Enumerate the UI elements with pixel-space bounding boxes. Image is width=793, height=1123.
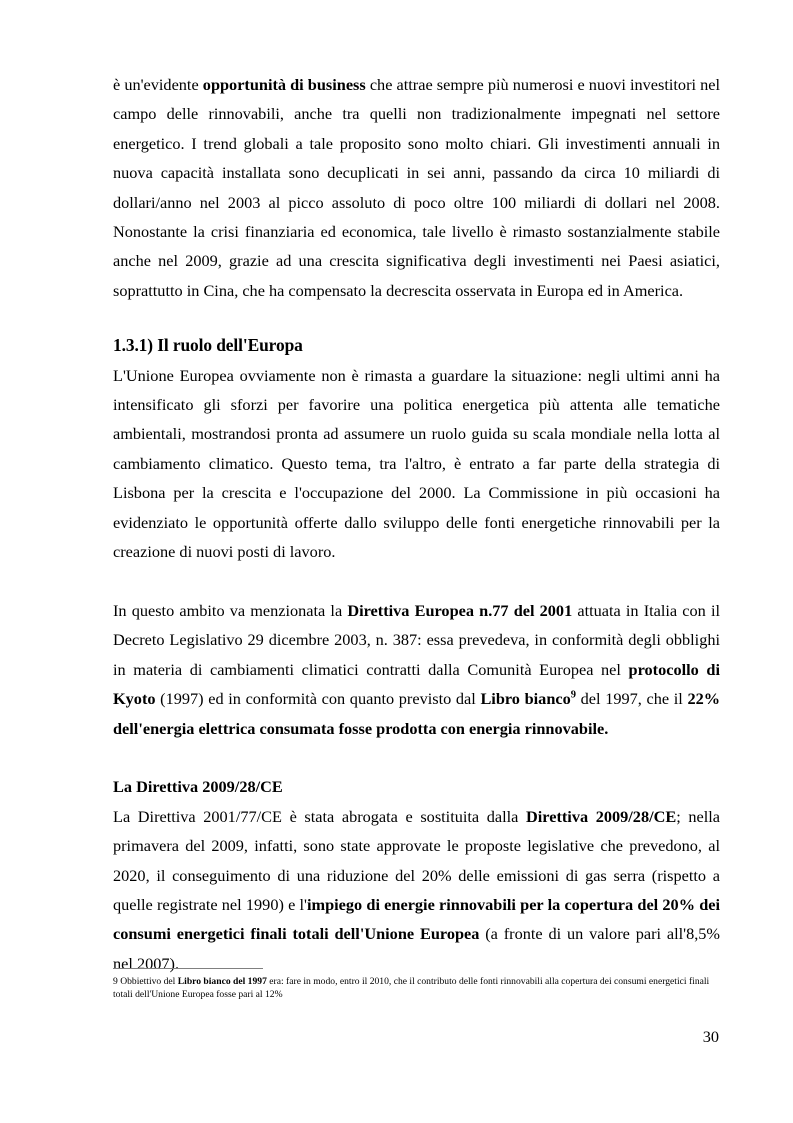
dir2009-text-part3: (a fronte di un valore pari all'8,5% nel 2007). (113, 924, 720, 973)
footnote-9 (113, 975, 720, 1001)
footnote-bold-libro-bianco: Libro bianco del 1997 (177, 976, 267, 987)
dir77-bold-direttiva-europea: Direttiva Europea n.77 del 2001 (347, 600, 573, 620)
footnote-area (113, 968, 720, 1001)
dir77-bold-22-percent: 22% dell'energia elettrica consumata fosse prodotta con energia rinnovabile. (113, 689, 720, 738)
intro-text-part2: che attrae sempre più numerosi e nuovi investitori nel campo delle rinnovabili, anche tra quelli non tradizionalmente impegnati nel settore energetico. I trend globali a tale proposito sono molto chiari. Gli investimenti annuali in nuova capacità installata sono decuplicati in sei anni, passando da circa 10 miliardi di dollari/anno nel 2003 al picco assoluto di poco oltre 100 miliardi di dollari nel 2008. Nonostante la crisi finanziaria ed economica, tale livello è rimasto sostanzialmente stabile anche nel 2009, grazie ad una crescita significativa degli investimenti nei Paesi asiatici, soprattutto in Cina, che ha compensato la decrescita osservata in Europa ed in America. (113, 75, 720, 300)
dir2009-text-part1: La Direttiva 2001/77/CE è stata abrogata e sostituita dalla (113, 806, 527, 826)
footnote-text-part2: era: fare in modo, entro il 2010, che il contributo delle fonti rinnovabili alla copertura dei consumi energetici finali totali dell'Unione Europea fosse pari al 12% (113, 976, 710, 1001)
paragraph-unione-europea: L'Unione Europea ovviamente non è rimasta a guardare la situazione: negli ultimi anni ha intensificato gli sforzi per favorire una politica energetica più attenta alle tematiche ambientali, mostrandosi pronta ad assumere un ruolo guida su scala mondiale nella lotta al cambiamento climatico. Questo tema, tra l'altro, è entrato a far parte della strategia di Lisbona per la crescita e l'occupazione del 2000. La Commissione in più occasioni ha evidenziato le opportunità offerte dallo sviluppo delle fonti energetiche rinnovabili per la creazione di nuovi posti di lavoro. (113, 365, 720, 562)
page-number: 30 (702, 1027, 719, 1046)
footnote-marker: 9 (113, 976, 118, 987)
paragraph-intro (113, 70, 720, 305)
dir77-text-part3: (1997) ed in conformità con quanto previsto dal (155, 689, 481, 709)
dir2009-text-part2: ; nella primavera del 2009, infatti, sono state approvate le proposte legislative che prevedono, al 2020, il conseguimento di una riduzione del 20% delle emissioni di gas serra (rispetto a quelle registrate nel 1990) e l' (113, 806, 721, 914)
spacer-paragraph-2 (113, 743, 720, 772)
dir77-bold-libro-bianco: Libro bianco (480, 689, 571, 709)
dir77-text-part2: attuata in Italia con il Decreto Legislativo 29 dicembre 2003, n. 387: essa prevedeva, in conformità degli obblighi in materia di cambiamenti climatici contratti dalla Comunità Europea nel (113, 600, 721, 679)
dir77-text-part1: In questo ambito va menzionata la (113, 600, 348, 620)
dir2009-bold-impiego-energie: impiego di energie rinnovabili per la copertura del 20% dei consumi energetici finali totali dell'Unione Europea (113, 894, 720, 944)
spacer-paragraph-1 (113, 567, 720, 596)
page-section-heading: 1.3.1) Il ruolo dell'Europa (113, 335, 303, 356)
dir2009-bold-direttiva: Direttiva 2009/28/CE (526, 806, 677, 826)
footnote-separator-rule (113, 968, 263, 969)
intro-bold-opportunita: opportunità di business (202, 75, 366, 94)
paragraph-direttiva-2009 (113, 802, 720, 978)
footnote-reference-9[interactable]: 9 (570, 689, 576, 701)
page-content (113, 70, 720, 978)
intro-text-part1: è un'evidente (113, 75, 203, 94)
dir77-bold-protocollo-kyoto: protocollo di Kyoto (113, 659, 720, 709)
paragraph-direttiva-77 (113, 596, 720, 743)
dir77-text-part4: del 1997, che il (576, 689, 688, 709)
spacer-before-section-heading (113, 305, 720, 331)
footnote-text-part1: Obbiettivo del (117, 976, 178, 987)
page-subsection-heading: La Direttiva 2009/28/CE (113, 777, 283, 797)
